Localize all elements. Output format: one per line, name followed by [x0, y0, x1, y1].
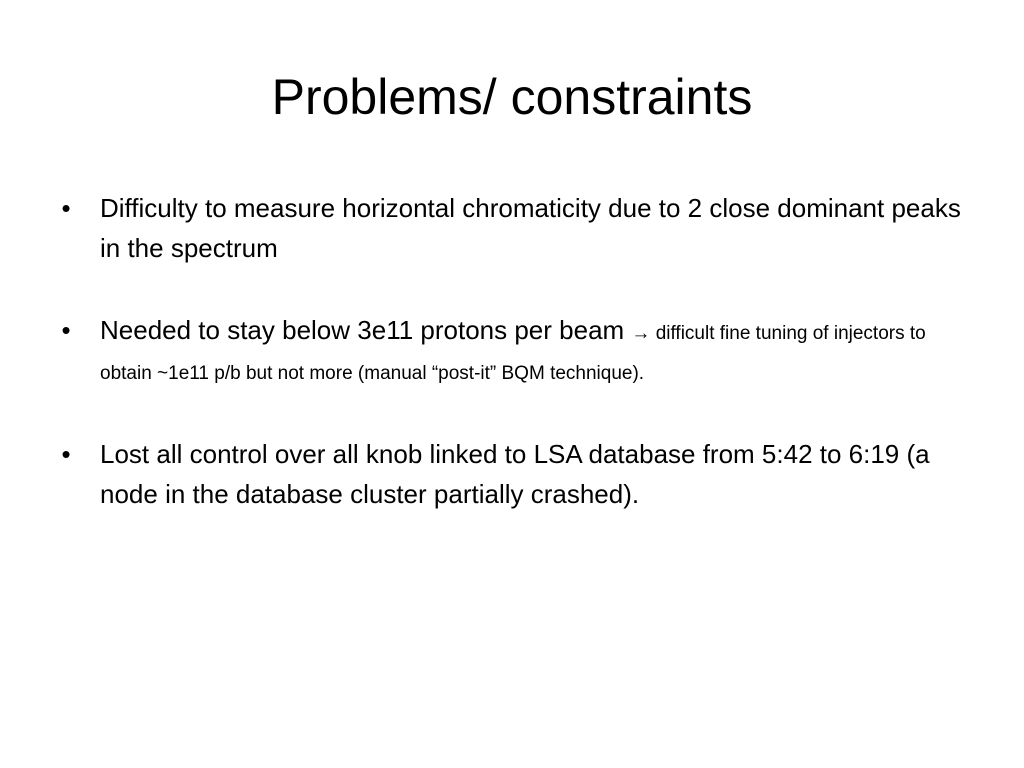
slide-title: Problems/ constraints [271, 69, 753, 125]
bullet-text: Difficulty to measure horizontal chromaticity due to 2 close dominant peaks in the spectrum [100, 193, 961, 263]
bullet-dot-icon: • [61, 439, 71, 469]
bullet-text-main: Needed to stay below 3e11 protons per beam [100, 315, 632, 345]
bullet-text-small: difficult fine tuning of injectors to obtain ~1e11 p/b but not more (manual “post-it” BQM technique). [100, 323, 926, 384]
bullet-item [56, 310, 966, 390]
bullet-item [56, 434, 966, 514]
bullet-dot-icon: • [61, 315, 71, 345]
bullet-item [56, 188, 966, 268]
bullet-text: Lost all control over all knob linked to LSA database from 5:42 to 6:19 (a node in the database cluster partially crashed). [100, 439, 930, 509]
bullet-dot-icon: • [61, 193, 71, 223]
arrow-right-icon: → [631, 323, 651, 344]
bullet-list [56, 188, 966, 514]
